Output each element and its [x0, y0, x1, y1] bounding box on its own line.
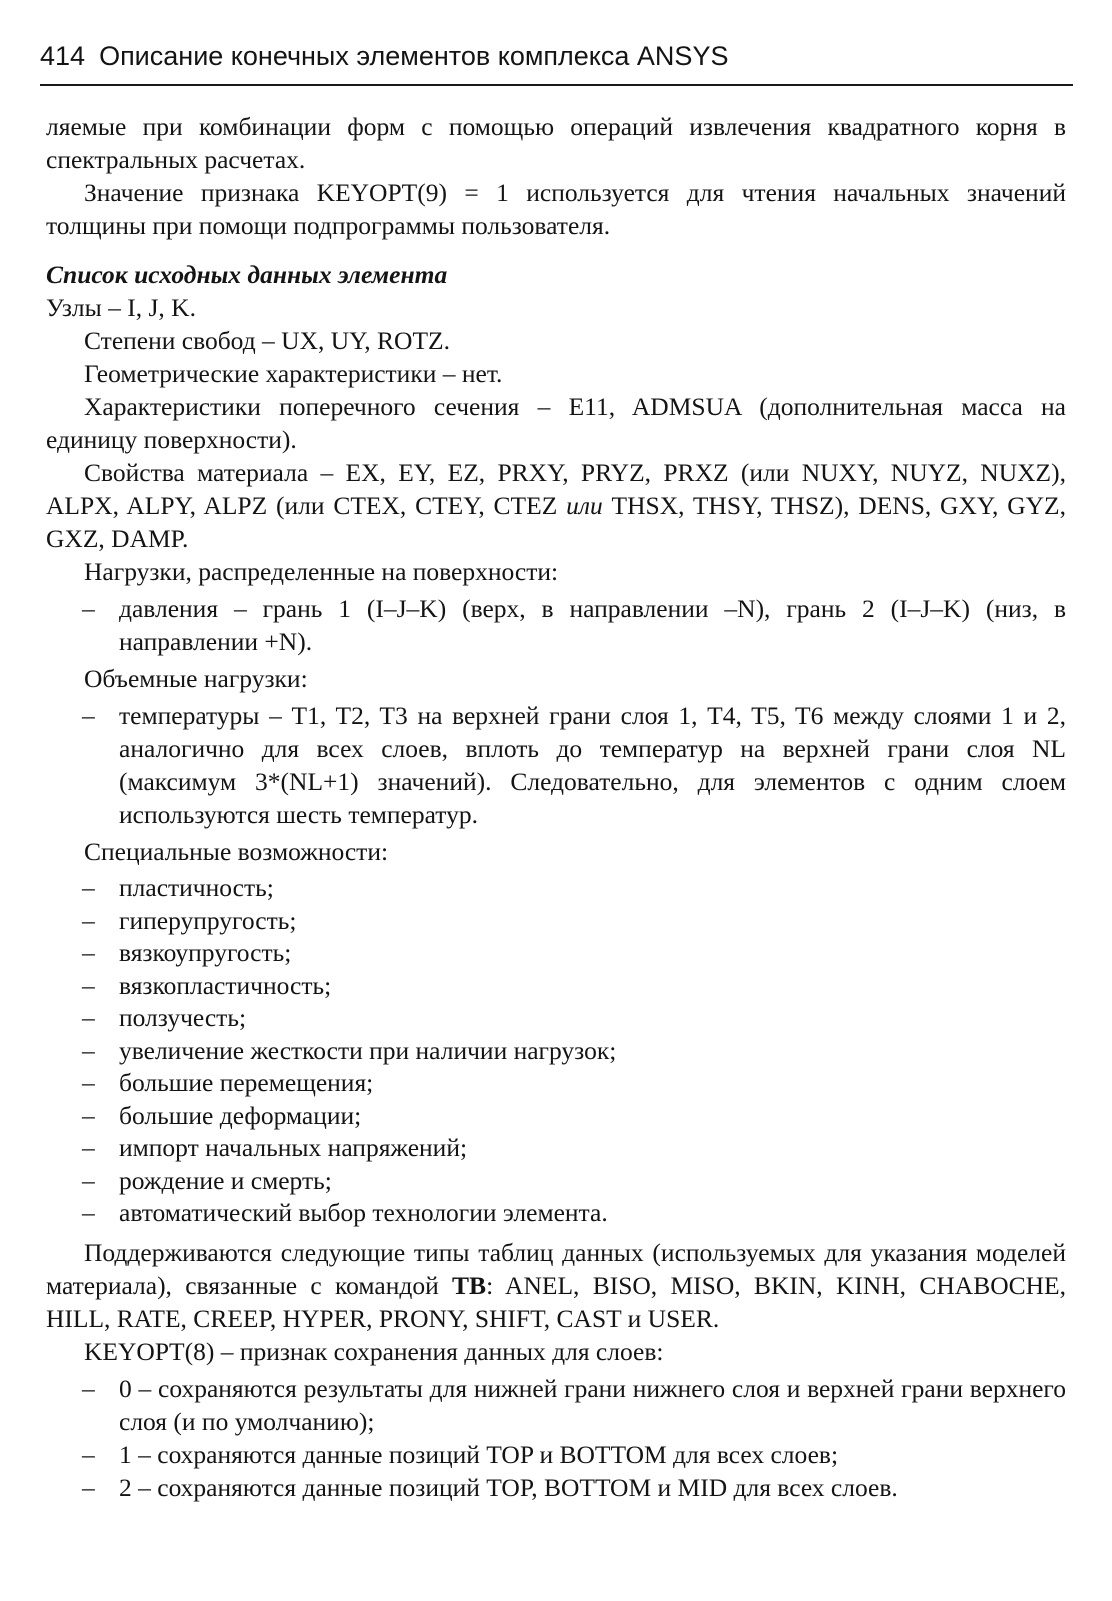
list-item: – рождение и смерть; — [46, 1165, 1066, 1198]
keyopt8-label: KEYOPT(8) – признак сохранения данных для слоев: — [84, 1336, 664, 1366]
list-item: – большие деформации; — [46, 1100, 1066, 1133]
page-body — [46, 110, 1066, 1508]
dash-marker: – — [82, 1068, 95, 1097]
material-props-italic: или — [566, 491, 603, 520]
running-title: Описание конечных элементов комплекса ANSYS — [99, 41, 729, 71]
dash-marker: – — [82, 1100, 95, 1130]
special-features-label: Специальные возможности: — [84, 837, 389, 866]
list-item: – температуры – T1, T2, T3 на верхней грани слоя 1, T4, T5, T6 между слоями 1 и 2, аналогично для всех слоев, вплоть до температур на верхней грани слоя NL (максимум 3*(NL+1) значений). Следовательно, для элементов с одним слоем используются шесть температур. — [82, 701, 1066, 829]
dash-marker: – — [82, 970, 95, 1000]
list-item: – давления – грань 1 (I–J–K) (верх, в направлении –N), грань 2 (I–J–K) (низ, в направлении +N). — [82, 594, 1066, 656]
dash-marker: – — [82, 594, 95, 623]
list-item: – гиперупругость; — [46, 905, 1066, 938]
dash-marker: – — [82, 1165, 95, 1195]
body-loads-list — [46, 699, 1066, 831]
paragraph-keyopt9: Значение признака KEYOPT(9) = 1 используется для чтения начальных значений толщины при помощи подпрограммы пользователя. — [46, 178, 1066, 240]
list-item: – ползучесть; — [46, 1002, 1066, 1035]
section-heading: Список исходных данных элемента — [46, 260, 448, 289]
dash-marker: – — [82, 1133, 95, 1162]
list-item: – 2 – сохраняются данные позиций TOP, BOTTOM и MID для всех слоев. — [82, 1472, 898, 1502]
tb-command: TB — [452, 1270, 487, 1300]
dash-marker: – — [82, 1472, 95, 1502]
material-props-line — [46, 456, 1066, 555]
keyopt8-list — [46, 1372, 1066, 1504]
body-loads-label: Объемные нагрузки: — [84, 664, 308, 693]
running-header — [40, 38, 1073, 86]
dash-marker: – — [82, 701, 95, 730]
geometry-line: Геометрические характеристики – нет. — [84, 359, 503, 388]
dash-marker: – — [82, 938, 95, 967]
section-props-line: Характеристики поперечного сечения – E11, ADMSUA (дополнительная масса на единицу поверхности). — [46, 392, 1066, 454]
list-item: – большие перемещения; — [46, 1067, 1066, 1100]
list-item: – пластичность; — [46, 872, 1066, 905]
nodes-line: Узлы – I, J, K. — [46, 293, 196, 322]
dash-marker: – — [82, 1373, 95, 1403]
dof-line: Степени свобод – UX, UY, ROTZ. — [84, 326, 450, 355]
dash-marker: – — [82, 1439, 95, 1469]
surface-loads-list — [46, 592, 1066, 658]
list-item: – вязкопластичность; — [46, 970, 1066, 1003]
list-item: – импорт начальных напряжений; — [46, 1132, 1066, 1165]
tb-paragraph — [46, 1236, 1066, 1335]
tb-text-2: : ANEL, BISO, MISO, BKIN, KINH, CHABOCHE, HILL, RATE, CREEP, HYPER, PRONY, SHIFT, CAST и USER. — [46, 1270, 1067, 1333]
dash-marker: – — [82, 905, 95, 935]
special-features-list — [46, 872, 1066, 1230]
tb-text-1: Поддерживаются следующие типы таблиц данных (используемых для указания моделей материала), связанные с командой — [46, 1237, 1066, 1300]
material-props-text-1: Свойства материала – EX, EY, EZ, PRXY, PRYZ, PRXZ (или NUXY, NUYZ, NUXZ), ALPX, ALPY, ALPZ (или CTEX, CTEY, CTEZ — [46, 458, 1066, 520]
page-number: 414 — [40, 41, 86, 71]
list-item: – увеличение жесткости при наличии нагрузок; — [46, 1035, 1066, 1068]
dash-marker: – — [82, 1035, 95, 1065]
material-props-text-2: THSX, THSY, THSZ), DENS, GXY, GYZ, GXZ, DAMP. — [46, 491, 1066, 553]
list-item: – 1 – сохраняются данные позиций TOP и BOTTOM для всех слоев; — [82, 1439, 839, 1469]
dash-marker: – — [82, 873, 95, 902]
dash-marker: – — [82, 1003, 95, 1032]
surface-loads-label: Нагрузки, распределенные на поверхности: — [84, 557, 559, 586]
list-item: – вязкоупругость; — [46, 937, 1066, 970]
list-item: – 0 – сохраняются результаты для нижней грани нижнего слоя и верхней грани верхнего слоя (и по умолчанию); — [82, 1373, 1066, 1436]
list-item: – автоматический выбор технологии элемента. — [46, 1197, 1066, 1230]
dash-marker: – — [82, 1198, 95, 1227]
paragraph-continued: ляемые при комбинации форм с помощью операций извлечения квадратного корня в спектральных расчетах. — [46, 112, 1066, 174]
